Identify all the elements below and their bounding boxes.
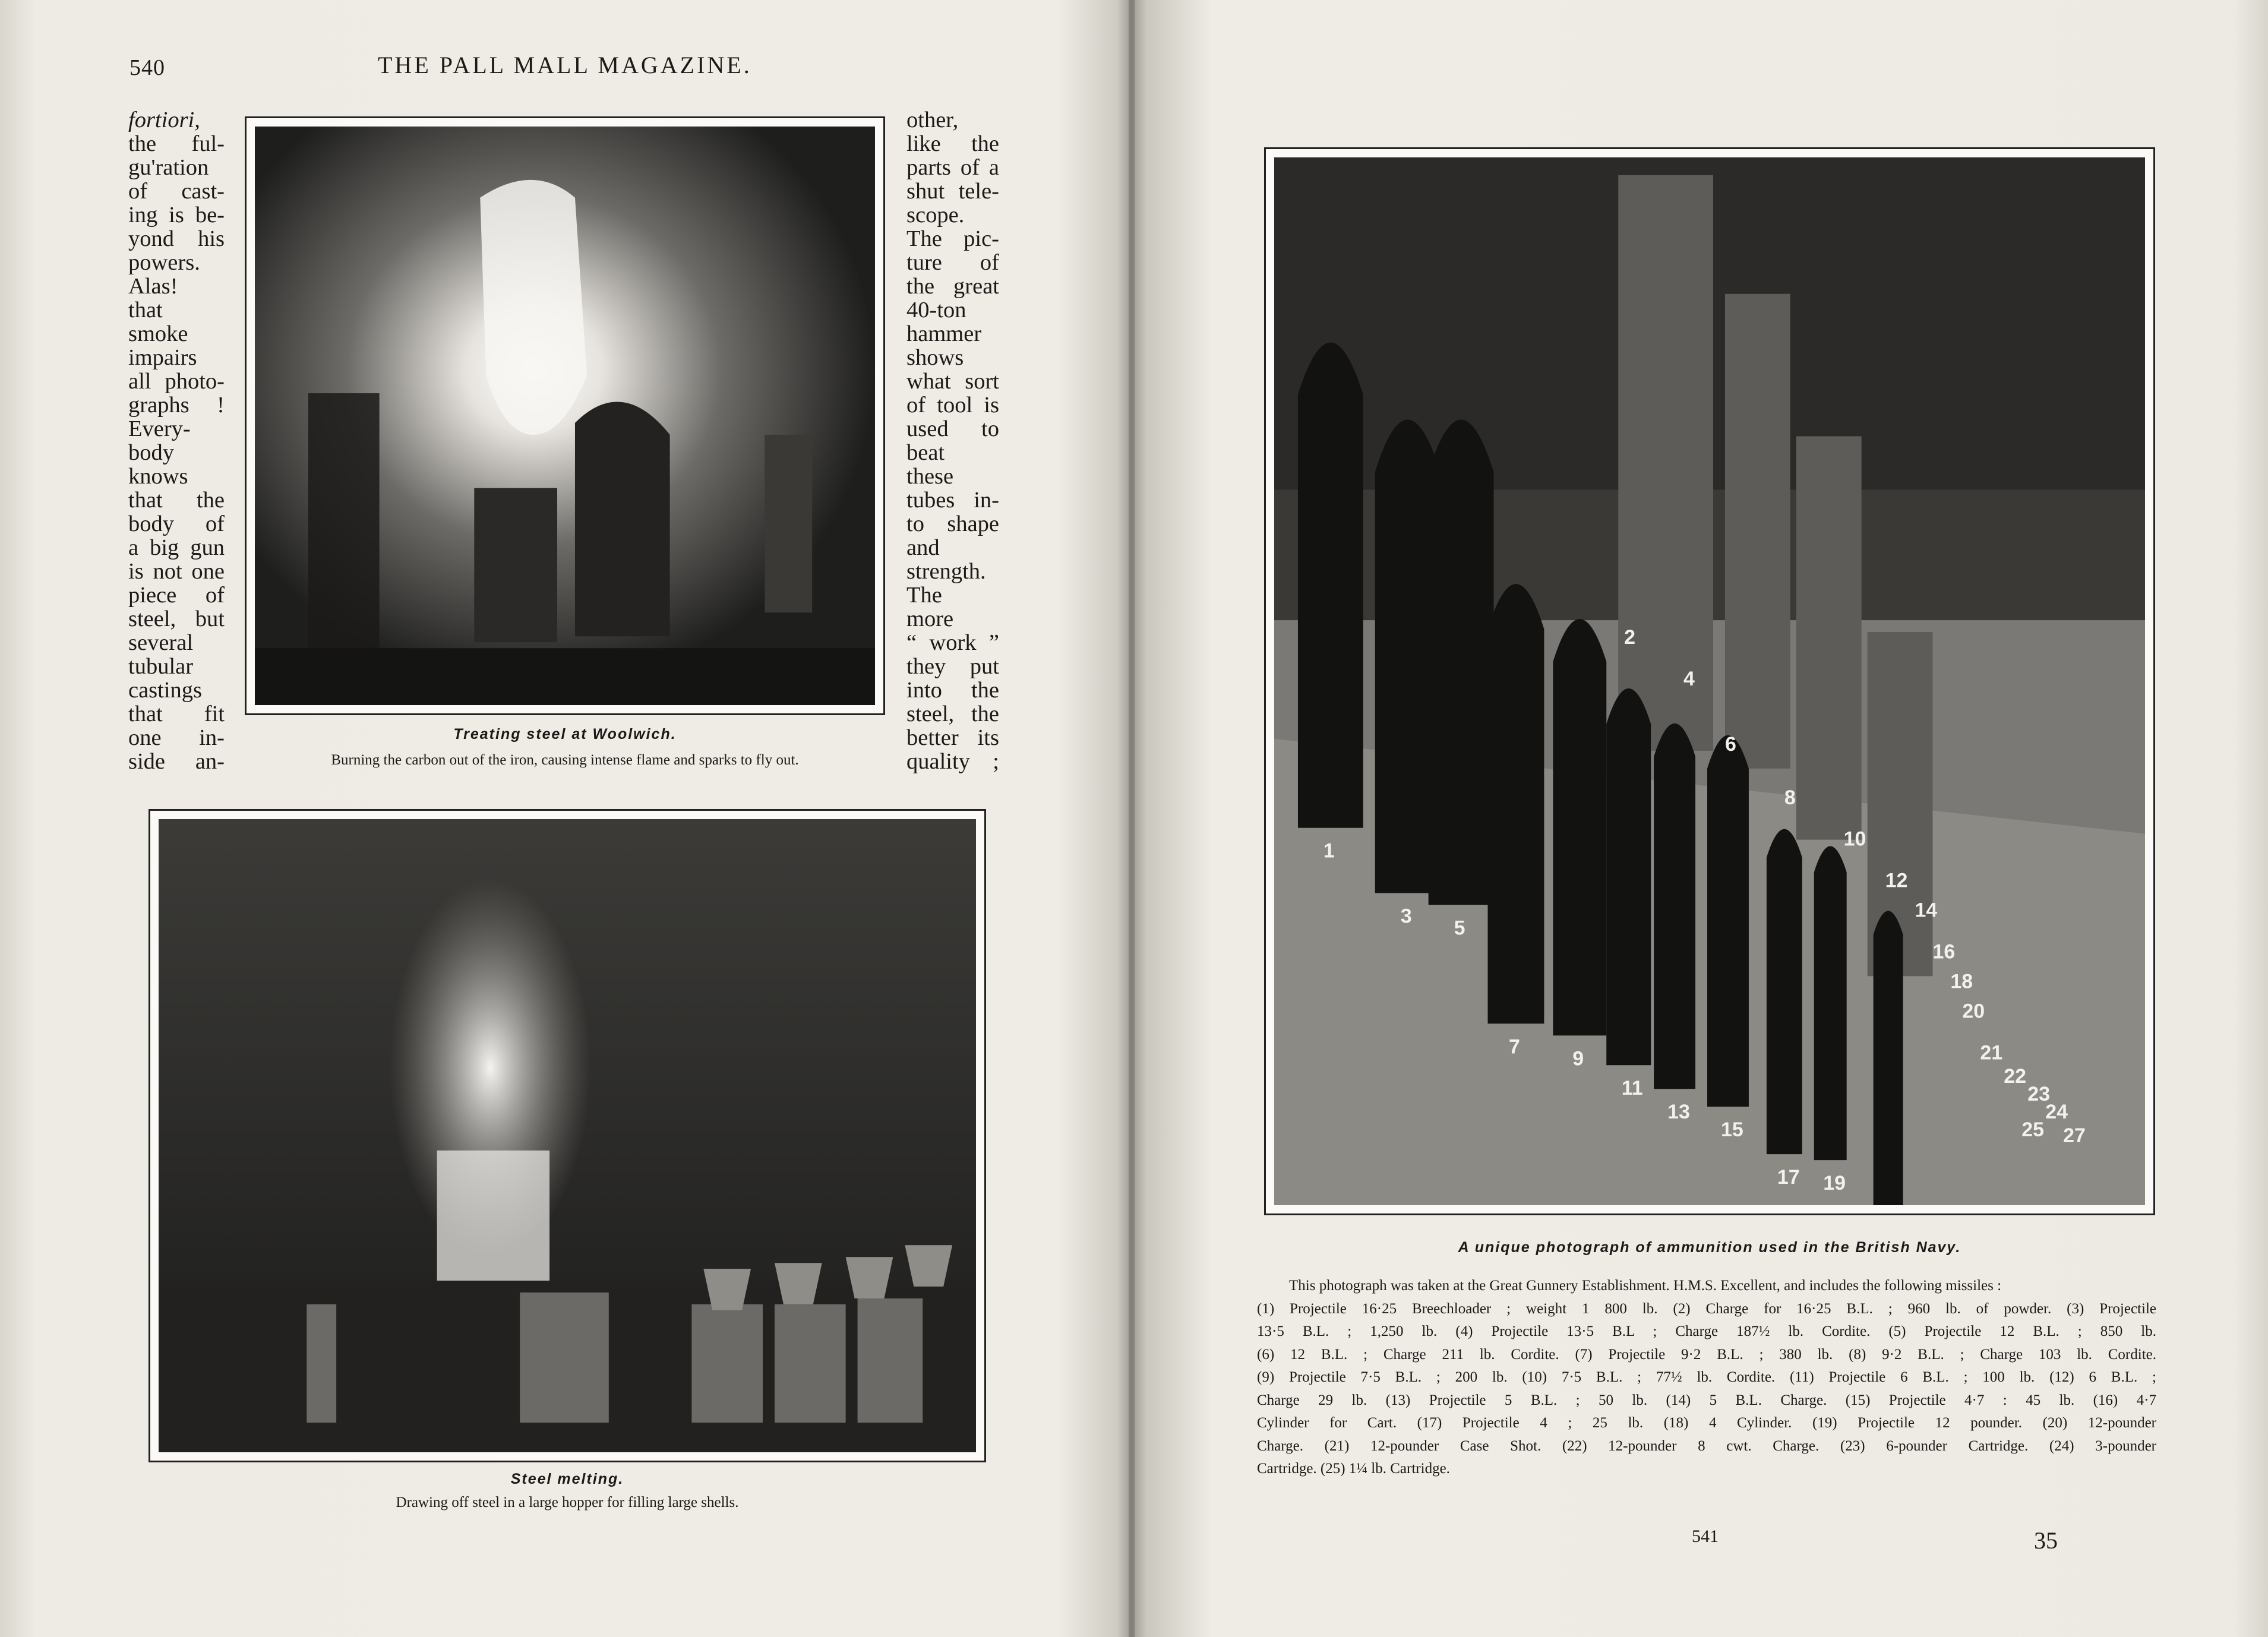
projectile-number-label: 14 — [1915, 899, 1938, 922]
text-line: is not one — [128, 559, 225, 584]
page-number-corner: 35 — [2034, 1527, 2058, 1554]
text-line: used to — [906, 416, 999, 441]
text-line: shut tele- — [906, 179, 999, 204]
text-line: The — [906, 583, 942, 608]
text-line: knows — [128, 464, 188, 489]
text-line: body of — [128, 511, 225, 536]
text-line: shows — [906, 345, 964, 370]
projectile-number-label: 11 — [1621, 1077, 1643, 1100]
projectile-number-label: 13 — [1667, 1101, 1690, 1124]
projectile-number-label: 27 — [2063, 1124, 2086, 1148]
page-number-center: 541 — [1692, 1527, 1719, 1546]
book-gutter — [1129, 0, 1135, 1637]
projectile-shape — [1606, 688, 1651, 1065]
text-line: The pic- — [906, 226, 999, 251]
text-line: ture of — [906, 250, 999, 275]
projectile-shape — [1767, 829, 1802, 1154]
text-line: tubular — [128, 654, 194, 679]
figure2-title: Steel melting. — [510, 1471, 624, 1487]
text-line: gu'ration — [128, 155, 209, 180]
text-line: beat — [906, 440, 945, 465]
text-line: to shape — [906, 511, 999, 536]
text-line: piece of — [128, 583, 225, 608]
projectile-shape — [1874, 911, 1903, 1205]
text-line: hammer — [906, 321, 982, 346]
projectile-number-label: 17 — [1777, 1166, 1800, 1189]
text-line: fortiori, — [128, 108, 200, 132]
text-line: steel, but — [128, 606, 225, 631]
description-line: Charge 29 lb. (13) Projectile 5 B.L. ; 50 lb. (14) 5 B.L. Charge. (15) Projectile 4·7 : 45 lb. (16) 4·7 — [1257, 1392, 2156, 1408]
text-line: steel, the — [906, 701, 999, 726]
text-line: into the — [906, 678, 999, 703]
projectile-number-label: 24 — [2045, 1101, 2068, 1124]
projectile-number-label: 25 — [2021, 1118, 2045, 1142]
text-line: of tool is — [906, 393, 999, 418]
projectile-number-label: 16 — [1932, 940, 1956, 963]
description-line: (1) Projectile 16·25 Breechloader ; weight 1 800 lb. (2) Charge for 16·25 B.L. ; 960 lb. of powder. (3) Projectile — [1257, 1300, 2156, 1317]
text-line: parts of a — [906, 155, 999, 180]
projectile-number-label: 1 — [1323, 839, 1335, 862]
projectile-number-label: 8 — [1784, 786, 1796, 809]
text-line: one in- — [128, 725, 225, 750]
photo-steel-melting — [149, 809, 986, 1462]
ammunition-figure-title: A unique photograph of ammunition used in the British Navy. — [1458, 1239, 1961, 1256]
text-line: the ful- — [128, 131, 225, 156]
projectile-number-label: 18 — [1950, 970, 1973, 993]
description-line: (9) Projectile 7·5 B.L. ; 200 lb. (10) 7·5 B.L. ; 77½ lb. Cordite. (11) Projectile 6 B.L. ; 100 lb. (12) 6 B.L. ; — [1257, 1369, 2156, 1385]
text-line: better its — [906, 725, 999, 750]
projectile-number-label: 9 — [1572, 1047, 1584, 1070]
description-line: (6) 12 B.L. ; Charge 211 lb. Cordite. (7) Projectile 9·2 B.L. ; 380 lb. (8) 9·2 B.L. ; Charge 103 lb. Cordite. — [1257, 1346, 2156, 1363]
text-line: “ work ” — [906, 630, 999, 655]
text-line: all photo- — [128, 369, 225, 394]
text-line: they put — [906, 654, 999, 679]
text-line: strength. — [906, 559, 986, 584]
left-text-column — [128, 108, 225, 773]
furnace-flame-illustration — [255, 127, 875, 705]
figure1-caption: Burning the carbon out of the iron, causing intense flame and sparks to fly out. — [331, 752, 799, 768]
page-number-left: 540 — [129, 55, 165, 80]
projectile-number-label: 6 — [1724, 732, 1736, 756]
projectile-number-label: 10 — [1843, 827, 1866, 851]
text-line: Alas! — [128, 274, 178, 299]
text-line: more — [906, 606, 954, 631]
figure2-caption: Drawing off steel in a large hopper for filling large shells. — [396, 1494, 739, 1510]
steel-melting-illustration — [159, 819, 976, 1452]
text-line: a big gun — [128, 535, 225, 560]
text-line: that — [128, 298, 163, 323]
text-line: Every- — [128, 416, 191, 441]
text-line: impairs — [128, 345, 197, 370]
description-line: 13·5 B.L. ; 1,250 lb. (4) Projectile 13·5 B.L ; Charge 187½ lb. Cordite. (5) Projectile 12 B.L. ; 850 lb. — [1257, 1323, 2156, 1339]
projectile-number-label: 21 — [1980, 1041, 2003, 1064]
description-line: This photograph was taken at the Great Gunnery Establishment. H.M.S. Excellent, and includes the following missiles : — [1289, 1278, 2002, 1294]
projectile-number-label: 12 — [1885, 869, 1908, 892]
projectile-number-label: 3 — [1400, 905, 1412, 928]
running-head: THE PALL MALL MAGAZINE. — [378, 52, 752, 78]
description-line: Cylinder for Cart. (17) Projectile 4 ; 25 lb. (18) 4 Cylinder. (19) Projectile 12 pounder. (20) 12-pounder — [1257, 1415, 2156, 1431]
text-line: quality ; — [906, 749, 999, 774]
description-line: Charge. (21) 12-pounder Case Shot. (22) 12-pounder 8 cwt. Charge. (23) 6-pounder Cartridge. (24) 3-pounder — [1257, 1437, 2156, 1454]
projectile-number-label: 20 — [1962, 1000, 1985, 1023]
projectile-shape — [1553, 619, 1606, 1035]
text-line: tubes in- — [906, 488, 999, 513]
text-line: smoke — [128, 321, 188, 346]
text-line: and — [906, 535, 940, 560]
projectile-number-label: 22 — [2004, 1065, 2027, 1088]
text-line: powers. — [128, 250, 200, 275]
projectile-number-label: 5 — [1454, 917, 1465, 940]
text-line: 40-ton — [906, 298, 966, 323]
projectile-shape — [1814, 846, 1847, 1160]
projectile-number-label: 23 — [2027, 1083, 2051, 1106]
projectile-shape — [1707, 732, 1749, 1107]
figure1-title: Treating steel at Woolwich. — [453, 726, 677, 742]
text-line: the great — [906, 274, 999, 299]
projectile-shape — [1488, 584, 1544, 1023]
text-line: like the — [906, 131, 999, 156]
text-line: side an- — [128, 749, 225, 774]
projectile-number-label: 15 — [1720, 1118, 1743, 1142]
photo-ammunition — [1264, 147, 2155, 1215]
projectile-shape — [1298, 343, 1363, 828]
projectile-number-label: 4 — [1683, 667, 1695, 690]
projectile-shape — [1654, 723, 1695, 1089]
right-text-column — [906, 108, 999, 773]
ammunition-illustration — [1274, 157, 2145, 1205]
photo-treating-steel — [245, 116, 885, 715]
text-line: other, — [906, 108, 959, 132]
text-line: what sort — [906, 369, 999, 394]
text-line: several — [128, 630, 194, 655]
projectile-number-label: 19 — [1823, 1172, 1846, 1195]
text-line: body — [128, 440, 174, 465]
text-line: ing is be- — [128, 203, 225, 227]
projectile-number-label: 7 — [1508, 1035, 1520, 1058]
description-line: Cartridge. (25) 1¼ lb. Cartridge. — [1257, 1461, 1450, 1477]
text-line: that the — [128, 488, 225, 513]
text-line: of cast- — [128, 179, 225, 204]
ammunition-description — [1257, 1275, 2156, 1481]
text-line: scope. — [906, 203, 965, 227]
text-line: yond his — [128, 226, 225, 251]
text-line: that fit — [128, 701, 225, 726]
projectile-shape — [1429, 419, 1494, 905]
text-line: castings — [128, 678, 203, 703]
text-line: graphs ! — [128, 393, 225, 418]
text-line: these — [906, 464, 954, 489]
projectile-number-label: 2 — [1624, 626, 1636, 649]
